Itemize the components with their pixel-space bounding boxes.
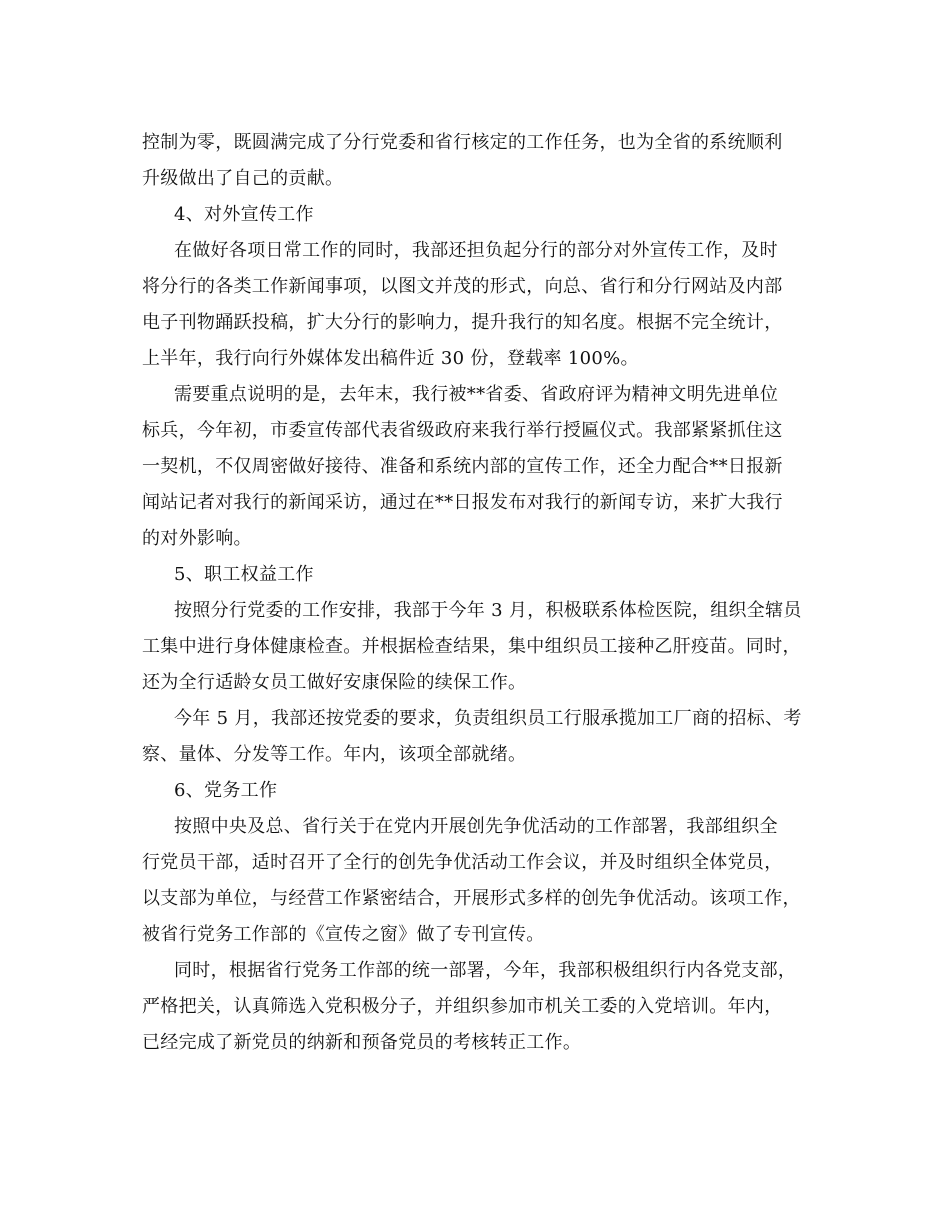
text-line: 一契机，不仅周密做好接待、准备和系统内部的宣传工作，还全力配合**日报新 bbox=[142, 456, 783, 477]
text-line: 按照分行党委的工作安排，我部于今年 3 月，积极联系体检医院，组织全辖员 bbox=[174, 600, 802, 621]
text-line: 电子刊物踊跃投稿，扩大分行的影响力，提升我行的知名度。根据不完全统计， bbox=[142, 312, 783, 333]
text-line: 行党员干部，适时召开了全行的创先争优活动工作会议，并及时组织全体党员， bbox=[142, 852, 783, 873]
text-line: 控制为零，既圆满完成了分行党委和省行核定的工作任务，也为全省的系统顺利 bbox=[142, 132, 783, 153]
section-heading: 4、对外宣传工作 bbox=[174, 204, 314, 225]
text-line: 需要重点说明的是，去年末，我行被**省委、省政府评为精神文明先进单位 bbox=[174, 384, 779, 405]
text-line: 以支部为单位，与经营工作紧密结合，开展形式多样的创先争优活动。该项工作， bbox=[142, 888, 801, 909]
text-line: 工集中进行身体健康检查。并根据检查结果，集中组织员工接种乙肝疫苗。同时， bbox=[142, 636, 801, 657]
text-line: 今年 5 月，我部还按党委的要求，负责组织员工行服承揽加工厂商的招标、考 bbox=[174, 708, 802, 729]
section-heading: 5、职工权益工作 bbox=[174, 564, 314, 585]
text-line: 升级做出了自己的贡献。 bbox=[142, 168, 344, 189]
text-line: 标兵，今年初，市委宣传部代表省级政府来我行举行授匾仪式。我部紧紧抓住这 bbox=[142, 420, 783, 441]
text-line: 已经完成了新党员的纳新和预备党员的考核转正工作。 bbox=[142, 1032, 582, 1053]
text-line: 上半年，我行向行外媒体发出稿件近 30 份，登载率 100%。 bbox=[142, 348, 639, 369]
text-line: 严格把关，认真筛选入党积极分子，并组织参加市机关工委的入党培训。年内， bbox=[142, 996, 783, 1017]
text-line: 按照中央及总、省行关于在党内开展创先争优活动的工作部署，我部组织全 bbox=[174, 816, 778, 837]
text-line: 的对外影响。 bbox=[142, 528, 252, 549]
text-line: 将分行的各类工作新闻事项，以图文并茂的形式，向总、省行和分行网站及内部 bbox=[142, 276, 783, 297]
text-line: 还为全行适龄女员工做好安康保险的续保工作。 bbox=[142, 672, 527, 693]
text-line: 在做好各项日常工作的同时，我部还担负起分行的部分对外宣传工作，及时 bbox=[174, 240, 778, 261]
text-line: 闻站记者对我行的新闻采访，通过在**日报发布对我行的新闻专访，来扩大我行 bbox=[142, 492, 783, 513]
text-line: 同时，根据省行党务工作部的统一部署，今年，我部积极组织行内各党支部， bbox=[174, 960, 797, 981]
text-line: 察、量体、分发等工作。年内，该项全部就绪。 bbox=[142, 744, 527, 765]
section-heading: 6、党务工作 bbox=[174, 780, 278, 801]
document-body bbox=[142, 125, 810, 1061]
text-line: 被省行党务工作部的《宣传之窗》做了专刊宣传。 bbox=[142, 924, 545, 945]
